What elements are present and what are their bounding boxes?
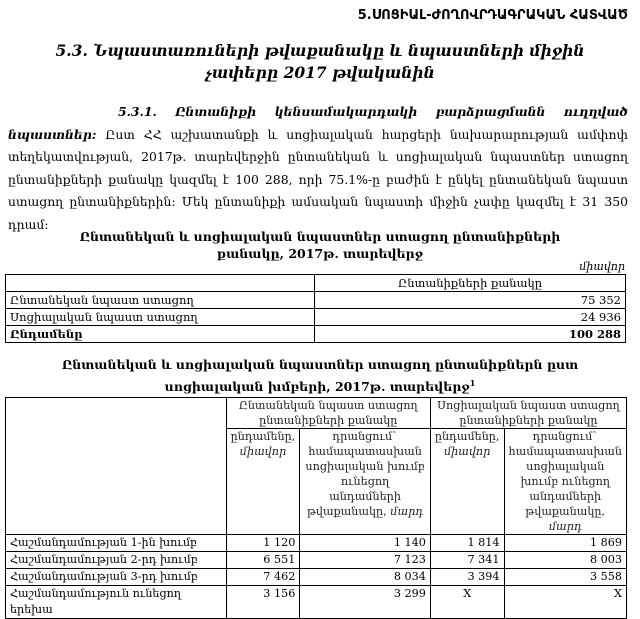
table1-title-line2: քանակը, 2017թ. տարեվերջ <box>216 246 424 261</box>
social-total: 1 814 <box>430 535 504 552</box>
row-label: Հաշմանդամության 2-րդ խումբ <box>6 552 227 569</box>
table-row <box>6 552 627 569</box>
paragraph-lead: 5.3.1. Ընտանիքի կենսամակարդակի բարձրացմանն ուղղված նպաստներ: <box>8 104 628 142</box>
row-label: Հաշմանդամության 1-ին խումբ <box>6 535 227 552</box>
table1-title <box>0 228 640 262</box>
row-label: Ընտանեկան նպաստ ստացող <box>6 292 315 309</box>
row-label: Հաշմանդամության 3-րդ խումբ <box>6 569 227 586</box>
social-total: X <box>430 586 504 619</box>
subheader-total-text: ընդամենը, <box>434 430 500 443</box>
paragraph-text: Ըստ ՀՀ աշխատանքի և սոցիալական հարցերի նախարարության ամփոփ տեղեկատվության, 2017թ. տարեվերջին ընտանեկան և սոցիալական նպաստներ ստացող ընտանիքների քանակը կազմել է 100 288, որի 75.1%-ը բաժին է ընկել ընտանեկան նպաստ ստացող ընտանիքներին: Մեկ ընտանիքի ամսական նպաստի միջին չափը կազմել է 31 350 դրամ: <box>8 126 628 232</box>
table2-title-line2-wrap <box>0 374 640 396</box>
table2-corner-cell <box>6 398 227 535</box>
subheader-including-text: դրանցում` համապատասխան սոցիալական խումբ ունեցող անդամների թվաքանակը, <box>508 430 623 518</box>
chapter-header: 5.ՍՈՑԻԱԼ-ԺՈՂՈՎՐԴԱԳՐԱԿԱՆ ՀԱՏՎԱԾ <box>357 8 628 23</box>
family-total: 3 156 <box>226 586 300 619</box>
total-value: 100 288 <box>315 326 626 343</box>
subheader-social-members <box>504 429 627 535</box>
table2 <box>5 397 627 619</box>
family-members: 1 140 <box>300 535 431 552</box>
table2-title <box>0 356 640 396</box>
subheader-total-unit: միավոր <box>443 445 491 458</box>
social-total: 7 341 <box>430 552 504 569</box>
subheader-total-text: ընդամենը, <box>230 430 296 443</box>
row-value: 75 352 <box>315 292 626 309</box>
subheader-family-total <box>226 429 300 535</box>
table-row <box>6 292 626 309</box>
social-total: 3 394 <box>430 569 504 586</box>
section-title-line1: 5.3. Նպաստառուների թվաքանակը և նպաստների միջին <box>55 41 585 60</box>
section-title <box>0 40 640 84</box>
row-label: Հաշմանդամություն ունեցող երեխա <box>6 586 227 619</box>
body-paragraph <box>8 101 628 236</box>
table-row <box>6 586 627 619</box>
group-header-social: Սոցիալական նպաստ ստացող ընտանիքների քանակը <box>430 398 626 429</box>
table1-corner-cell <box>6 275 315 292</box>
table-row <box>6 535 627 552</box>
table2-title-line2: սոցիալական խմբերի, 2017թ. տարեվերջ <box>164 379 470 395</box>
table1-title-line1: Ընտանեկան և սոցիալական նպաստներ ստացող ընտանիքների <box>79 229 561 244</box>
family-total: 1 120 <box>226 535 300 552</box>
total-label: Ընդամենը <box>6 326 315 343</box>
social-members: 1 869 <box>504 535 627 552</box>
subheader-including-text: դրանցում` համապատասխան սոցիալական խումբ ունեցող անդամների թվաքանակը, <box>305 430 425 518</box>
table1-header-row <box>6 275 626 292</box>
table-row <box>6 309 626 326</box>
table1-total-row <box>6 326 626 343</box>
family-total: 7 462 <box>226 569 300 586</box>
group-header-family: Ընտանեկան նպաստ ստացող ընտանիքների քանակը <box>226 398 430 429</box>
subheader-including-unit: մարդ <box>390 505 424 518</box>
family-members: 3 299 <box>300 586 431 619</box>
table1-column-header: Ընտանիքների քանակը <box>315 275 626 292</box>
family-total: 6 551 <box>226 552 300 569</box>
table2-title-line1: Ընտանեկան և սոցիալական նպաստներ ստացող ընտանիքներն ըստ <box>61 357 579 372</box>
social-members: X <box>504 586 627 619</box>
subheader-social-total <box>430 429 504 535</box>
social-members: 8 003 <box>504 552 627 569</box>
table-row <box>6 569 627 586</box>
footnote-mark: 1 <box>469 378 476 388</box>
family-members: 7 123 <box>300 552 431 569</box>
subheader-total-unit: միավոր <box>239 445 287 458</box>
row-label: Սոցիալական նպաստ ստացող <box>6 309 315 326</box>
subheader-including-unit: մարդ <box>548 520 582 533</box>
row-value: 24 936 <box>315 309 626 326</box>
table1 <box>5 274 626 343</box>
social-members: 3 558 <box>504 569 627 586</box>
table1-unit: միավոր <box>579 260 625 273</box>
family-members: 8 034 <box>300 569 431 586</box>
subheader-family-members <box>300 429 431 535</box>
table2-group-header-row <box>6 398 627 429</box>
section-title-line2: չափերը 2017 թվականին <box>205 63 435 82</box>
